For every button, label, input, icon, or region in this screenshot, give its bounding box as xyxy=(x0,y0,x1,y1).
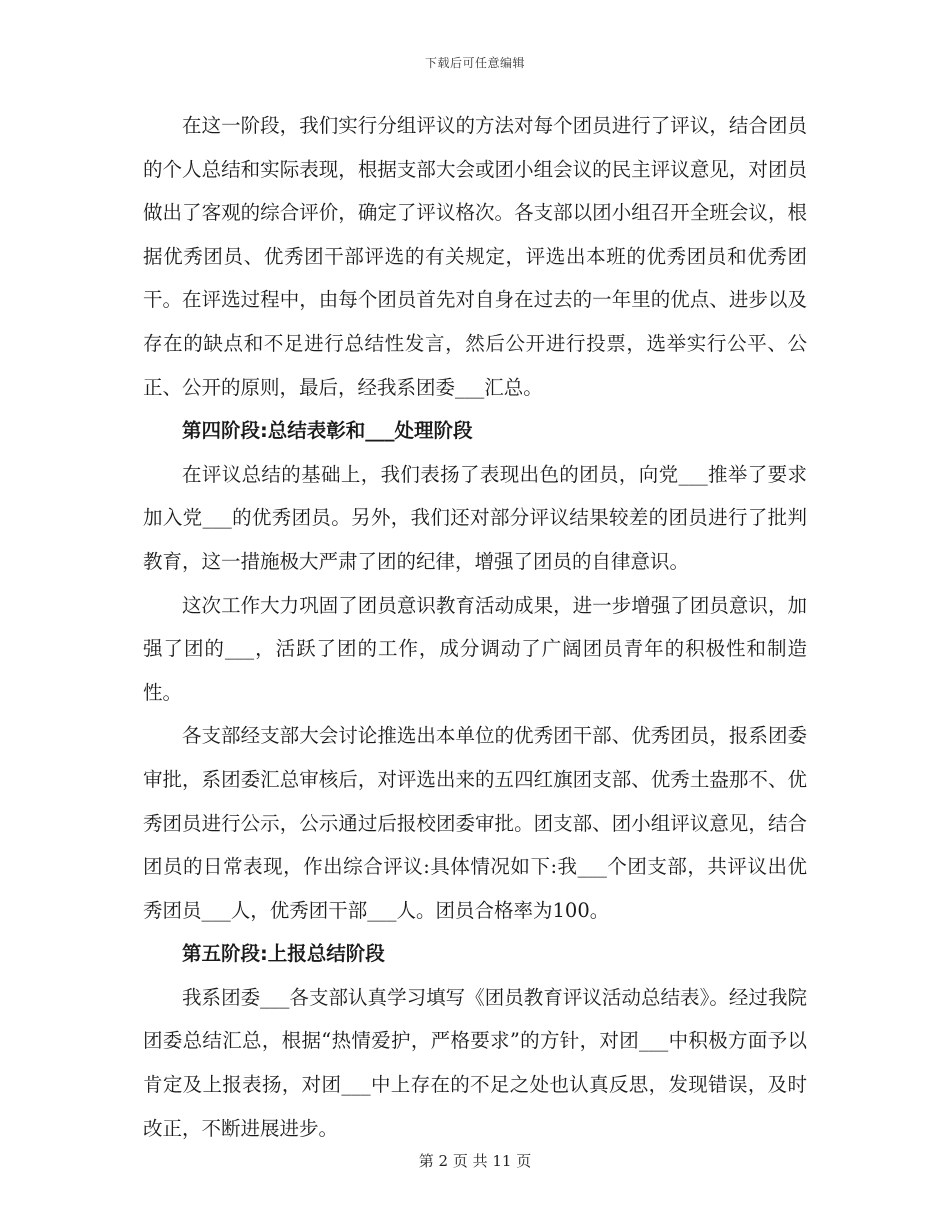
paragraph-commendation: 在评议总结的基础上，我们表扬了表现出色的团员，向党___推举了要求加入党___的优秀团员。另外，我们还对部分评议结果较差的团员进行了批判教育，这一措施极大严肃了团的纪律，增强了团员的自律意识。 xyxy=(143,462,807,573)
heading-stage-five: 第五阶段:上报总结阶段 xyxy=(182,942,385,966)
page-number: 第 2 页 共 11 页 xyxy=(418,1152,532,1170)
paragraph-reporting: 我系团委___各支部认真学习填写《团员教育评议活动总结表》。经过我院团委总结汇总，根据“热情爱护，严格要求”的方针，对团___中积极方面予以肯定及上报表扬，对团___中上存在的不足之处也认真反思，发现错误，及时改正，不断进展进步。 xyxy=(143,985,807,1140)
paragraph-results: 这次工作大力巩固了团员意识教育活动成果，进一步增强了团员意识，加强了团的___，活跃了团的工作，成分调动了广阔团员青年的积极性和制造性。 xyxy=(143,593,807,704)
heading-stage-four: 第四阶段:总结表彰和___处理阶段 xyxy=(182,419,473,443)
document-body xyxy=(143,104,807,1150)
paragraph-selection: 各支部经支部大会讨论推选出本单位的优秀团干部、优秀团员，报系团委审批，系团委汇总审核后，对评选出来的五四红旗团支部、优秀土盎那不、优秀团员进行公示，公示通过后报校团委审批。团支部、团小组评议意见，结合团员的日常表现，作出综合评议:具体情况如下:我___个团支部，共评议出优秀团员___人，优秀团干部___人。团员合格率为100。 xyxy=(143,724,807,922)
page-header: 下载后可任意编辑 xyxy=(424,56,525,70)
paragraph-evaluation: 在这一阶段，我们实行分组评议的方法对每个团员进行了评议，结合团员的个人总结和实际表现，根据支部大会或团小组会议的民主评议意见，对团员做出了客观的综合评价，确定了评议格次。各支部以团小组召开全班会议，根据优秀团员、优秀团干部评选的有关规定，评选出本班的优秀团员和优秀团干。在评选过程中，由每个团员首先对自身在过去的一年里的优点、进步以及存在的缺点和不足进行总结性发言，然后公开进行投票，选举实行公平、公正、公开的原则，最后，经我系团委___汇总。 xyxy=(143,114,807,399)
